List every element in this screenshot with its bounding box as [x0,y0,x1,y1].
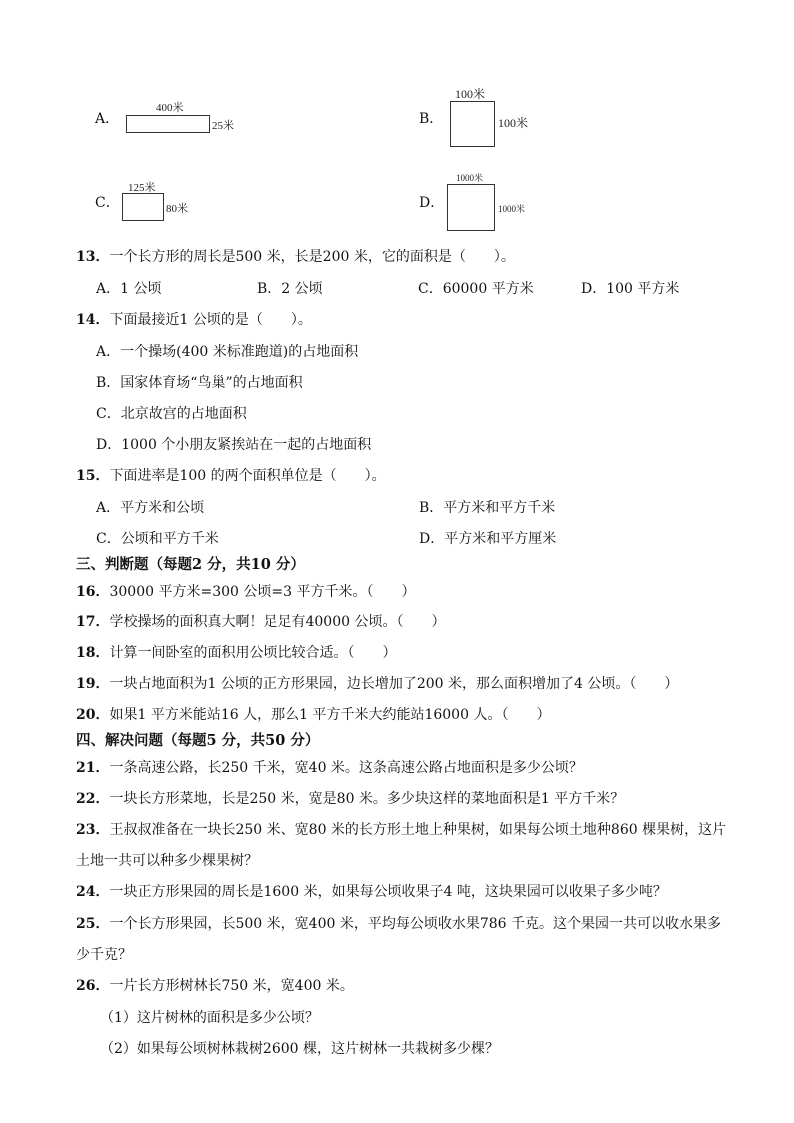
question-text: 如果1 平方米能站16 人，那么1 平方千米大约能站16000 人。（ ） [109,707,551,723]
question-23-continued: 土地一共可以种多少棵果树？ [76,853,258,869]
question-text: 一片长方形树林长750 米，宽400 米。 [109,978,354,994]
q14-option-d: D．1000 个小朋友紧挨站在一起的占地面积 [96,437,372,453]
question-text: 一块正方形果园的周长是1600 米，如果每公顷收果子4 吨，这块果园可以收果子多少吨？ [109,884,667,900]
q14-option-c: C．北京故宫的占地面积 [96,406,247,422]
question-13 [76,247,515,267]
question-text: 一条高速公路，长250 千米，宽40 米。这条高速公路占地面积是多少公顷？ [109,760,583,776]
section-3-heading: 三、判断题（每题2 分，共10 分） [76,556,305,573]
top-dimension-label: 125米 [128,182,156,194]
question-number: 21． [76,760,110,776]
question-text: 王叔叔准备在一块长250 米、宽80 米的长方形土地上种果树，如果每公顷土地种860 棵果树，这片 [109,822,727,838]
question-24 [76,882,667,902]
question-21 [76,758,583,778]
option-letter: A． [95,111,120,127]
question-number: 24． [76,884,110,900]
question-19 [76,674,678,694]
q13-option-c: C．60000 平方米 [418,281,534,297]
question-20 [76,705,550,725]
question-number: 19． [76,676,110,692]
question-number: 26． [76,978,110,994]
question-26-part-2: （2）如果每公顷树林栽树2600 棵，这片树林一共栽树多少棵？ [100,1041,499,1057]
option-letter: C． [95,195,120,211]
option-letter: B． [419,111,444,127]
question-text: 30000 平方米=300 公顷=3 平方千米。（ ） [109,584,416,600]
question-17 [76,612,445,632]
question-16 [76,582,415,602]
question-18 [76,643,396,663]
question-22 [76,789,624,809]
square-figure [447,184,495,231]
question-23 [76,820,726,840]
question-text: 计算一间卧室的面积用公顷比较合适。（ ） [109,645,397,661]
question-number: 22． [76,791,110,807]
question-25-continued: 少千克？ [76,947,132,963]
q13-option-a: A．1 公顷 [96,281,162,297]
top-dimension-label: 1000米 [456,173,484,183]
question-text: 一块长方形菜地，长是250 米，宽是80 米。多少块这样的菜地面积是1 平方千米？ [109,791,625,807]
q14-option-a: A．一个操场(400 米标准跑道)的占地面积 [96,344,359,360]
question-text: 一块占地面积为1 公顷的正方形果园，边长增加了200 米，那么面积增加了4 公顷。（ ） [109,676,679,692]
question-number: 20． [76,707,110,723]
question-number: 25． [76,916,110,932]
question-number: 16． [76,584,110,600]
question-15 [76,466,386,486]
question-text: 一个长方形的周长是500 米，长是200 米，它的面积是（ ）。 [109,249,515,265]
question-text: 下面进率是100 的两个面积单位是（ ）。 [109,468,386,484]
question-number: 14． [76,312,110,328]
question-26 [76,976,354,996]
question-number: 18． [76,645,110,661]
question-26-part-1: （1）这片树林的面积是多少公顷？ [100,1010,319,1026]
q13-option-b: B．2 公顷 [257,281,323,297]
question-number: 13． [76,249,110,265]
question-number: 15． [76,468,110,484]
section-4-heading: 四、解决问题（每题5 分，共50 分） [76,732,320,749]
q15-option-c: C．公顷和平方千米 [96,531,219,547]
question-25 [76,914,721,934]
question-number: 17． [76,614,110,630]
rectangle-figure [122,193,164,221]
side-dimension-label: 1000米 [498,204,526,214]
q15-option-d: D．平方米和平方厘米 [419,531,557,547]
option-letter: D． [419,195,445,211]
question-text: 下面最接近1 公顷的是（ ）。 [109,312,312,328]
side-dimension-label: 100米 [498,116,529,130]
top-dimension-label: 400米 [156,102,184,114]
side-dimension-label: 80米 [166,203,188,215]
q14-option-b: B．国家体育场“鸟巢”的占地面积 [96,375,303,391]
rectangle-figure [126,115,210,133]
q13-option-d: D．100 平方米 [581,281,680,297]
square-figure [450,101,495,147]
side-dimension-label: 25米 [212,120,234,132]
q15-option-a: A．平方米和公顷 [96,500,205,516]
question-14 [76,310,312,330]
question-text: 学校操场的面积真大啊！足足有40000 公顷。（ ） [109,614,446,630]
question-text: 一个长方形果园，长500 米，宽400 米，平均每公顷收水果786 千克。这个果园一共可以收水果多 [109,916,721,932]
top-dimension-label: 100米 [455,87,486,101]
question-number: 23． [76,822,110,838]
q15-option-b: B．平方米和平方千米 [419,500,556,516]
